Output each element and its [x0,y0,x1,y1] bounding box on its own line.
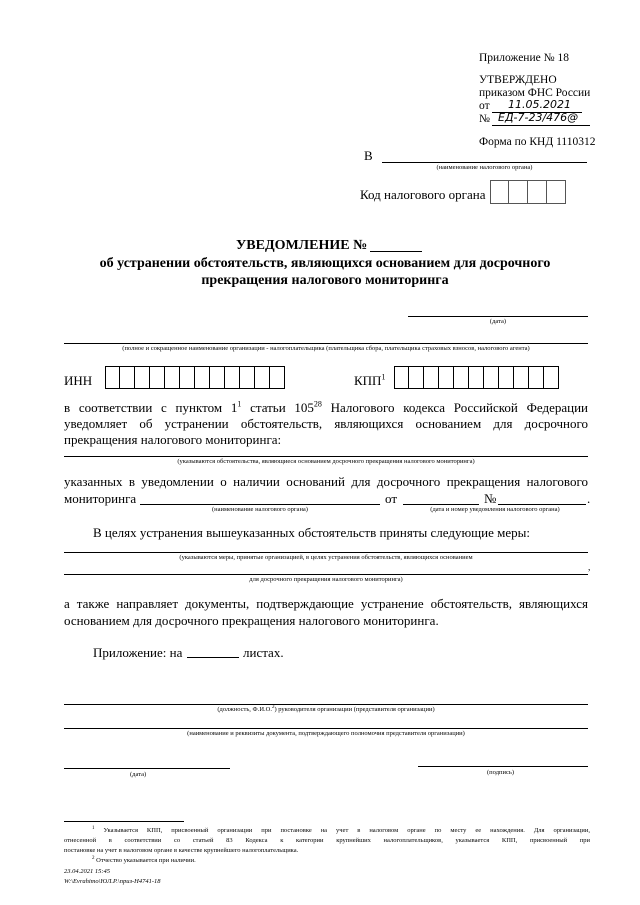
signatory-line[interactable] [64,704,588,705]
order-date-value: 11.05.2021 [508,98,571,111]
signature-date-line[interactable] [64,768,230,769]
paragraph-measures: В целях устранения вышеуказанных обстоятельств приняты следующие меры: [93,525,530,540]
order-number-line [492,125,590,126]
tax-authority-code-boxes[interactable] [490,180,566,204]
kpp-cell[interactable] [469,366,484,389]
form-code: Форма по КНД 1110312 [479,136,596,148]
kpp-cell[interactable] [409,366,424,389]
inn-cell[interactable] [180,366,195,389]
order-date-prefix: от [479,100,490,112]
footnote-separator [64,821,184,822]
kpp-cell[interactable] [439,366,454,389]
notice-number-line[interactable] [370,251,422,252]
recipient-line [382,162,587,163]
code-cell[interactable] [509,180,528,204]
inn-cell[interactable] [210,366,225,389]
signature-caption: (подпись) [487,769,514,776]
kpp-label: КПП$^1$ [354,372,386,388]
notice-subtitle-2: прекращения налогового мониторинга [201,273,449,288]
notice-ref-organ-line[interactable] [140,504,380,505]
inn-cell[interactable] [135,366,150,389]
inn-cell[interactable] [150,366,165,389]
file-stamp-path: W:\Evrahimo\ЮЛ.Р.\приз-Н4741-18 [64,878,161,885]
kpp-cell[interactable] [424,366,439,389]
measures-line-1[interactable] [64,552,588,553]
paragraph-legal-basis-line1: в соответствии с пунктом $1^1$ статьи $105^{28}$ Налогового кодекса Российской Федерации [64,399,588,415]
measures-caption-1: (указываются меры, принятые организацией, в целях устранения обстоятельств, являющихся основанием [179,554,473,561]
notice-ref-datenum-caption: (дата и номер уведомления налогового органа) [430,506,560,513]
paragraph-legal-basis-line2: уведомляет об устранении обстоятельств, являющихся основанием для досрочного [64,416,588,431]
authority-document-line[interactable] [64,728,588,729]
signature-date-caption: (дата) [130,771,147,778]
measures-comma: , [588,563,591,573]
code-cell[interactable] [490,180,509,204]
organization-line[interactable] [64,343,588,344]
signatory-caption: (должность, Ф.И.О.$^2$) руководителя организации (представителя организации) [217,704,435,713]
date-caption: (дата) [489,318,507,325]
inn-cell[interactable] [255,366,270,389]
recipient-caption: (наименование налогового органа) [436,164,533,171]
kpp-cell[interactable] [529,366,544,389]
approved-label: УТВЕРЖДЕНО [479,74,557,86]
kpp-cell[interactable] [514,366,529,389]
inn-cell[interactable] [195,366,210,389]
notice-ref-number-sign: № [484,491,497,506]
inn-label: ИНН [64,373,93,388]
kpp-footnote-mark: 1 [381,372,386,382]
kpp-cell[interactable] [454,366,469,389]
recipient-prefix: В [364,148,373,163]
organization-caption: (полное и сокращенное наименование организации - налогоплательщика (плательщика сбора, плательщика страховых взносов, налогового агента) [122,345,530,352]
notice-subtitle-1: об устранении обстоятельств, являющихся основанием для досрочного [99,256,551,271]
authority-document-caption: (наименование и реквизиты документа, подтверждающего полномочия представителя организации) [187,730,465,737]
date-line[interactable] [408,316,588,317]
attachment-label: Приложение: на [93,645,183,660]
notice-title: УВЕДОМЛЕНИЕ № [236,238,368,253]
notice-ref-monitoring: мониторинга [64,491,137,506]
notice-ref-number-line[interactable] [498,504,586,505]
order-number-prefix: № [479,113,490,125]
inn-cell[interactable] [105,366,120,389]
kpp-boxes[interactable] [394,366,559,389]
attachment-pages-line[interactable] [187,657,239,658]
kpp-cell[interactable] [499,366,514,389]
paragraph-documents-line1: а также направляет документы, подтверждающие устранение обстоятельств, являющихся [64,596,588,611]
circumstances-line[interactable] [64,456,588,457]
kpp-cell[interactable] [544,366,559,389]
paragraph-legal-basis-line3: прекращения налогового мониторинга: [64,432,282,447]
code-cell[interactable] [528,180,547,204]
kpp-cell[interactable] [484,366,499,389]
inn-cell[interactable] [225,366,240,389]
measures-line-2[interactable] [64,574,588,575]
paragraph-documents-line2: основанием для досрочного прекращения налогового мониторинга. [64,613,439,628]
notice-ref-from: от [385,491,398,506]
notice-ref-organ-caption: (наименование налогового органа) [212,506,308,513]
tax-authority-code-label: Код налогового органа [360,187,486,202]
attachment-pages-suffix: листах. [243,645,284,660]
notice-ref-period: . [587,491,591,506]
kpp-cell[interactable] [394,366,409,389]
file-stamp-date: 23.04.2021 15:45 [64,868,111,875]
code-cell[interactable] [547,180,566,204]
order-number-value: ЕД-7-23/476@ [498,111,579,124]
inn-cell[interactable] [240,366,255,389]
paragraph-notice-ref-line1: указанных в уведомлении о наличии оснований для досрочного прекращения налогового [64,474,588,489]
footnote-1: $^1$ Указывается КПП, присвоенный организации при постановке на учет в налоговом органе по месту ее нахождения. Для организации, отнесенной в соответствии со статьей 83 Кодекса к категории крупнейших налогоплательщиков, указывается КПП, присвоенный при постановке на учет в налоговом органе в качестве крупнейшего налогоплательщика. [64,825,590,854]
signature-line[interactable] [418,766,588,767]
circumstances-caption: (указываются обстоятельства, являющиеся основанием досрочного прекращения налогового мониторинга) [177,458,475,465]
approved-order: приказом ФНС России [479,87,591,99]
measures-caption-2: для досрочного прекращения налогового мониторинга) [249,576,403,583]
inn-cell[interactable] [165,366,180,389]
inn-cell[interactable] [120,366,135,389]
appendix-number: Приложение № 18 [479,52,569,64]
inn-cell[interactable] [270,366,285,389]
footnote-2: $^2$ Отчество указывается при наличии. [92,855,196,864]
inn-boxes[interactable] [105,366,285,389]
notice-ref-date-line[interactable] [403,504,479,505]
